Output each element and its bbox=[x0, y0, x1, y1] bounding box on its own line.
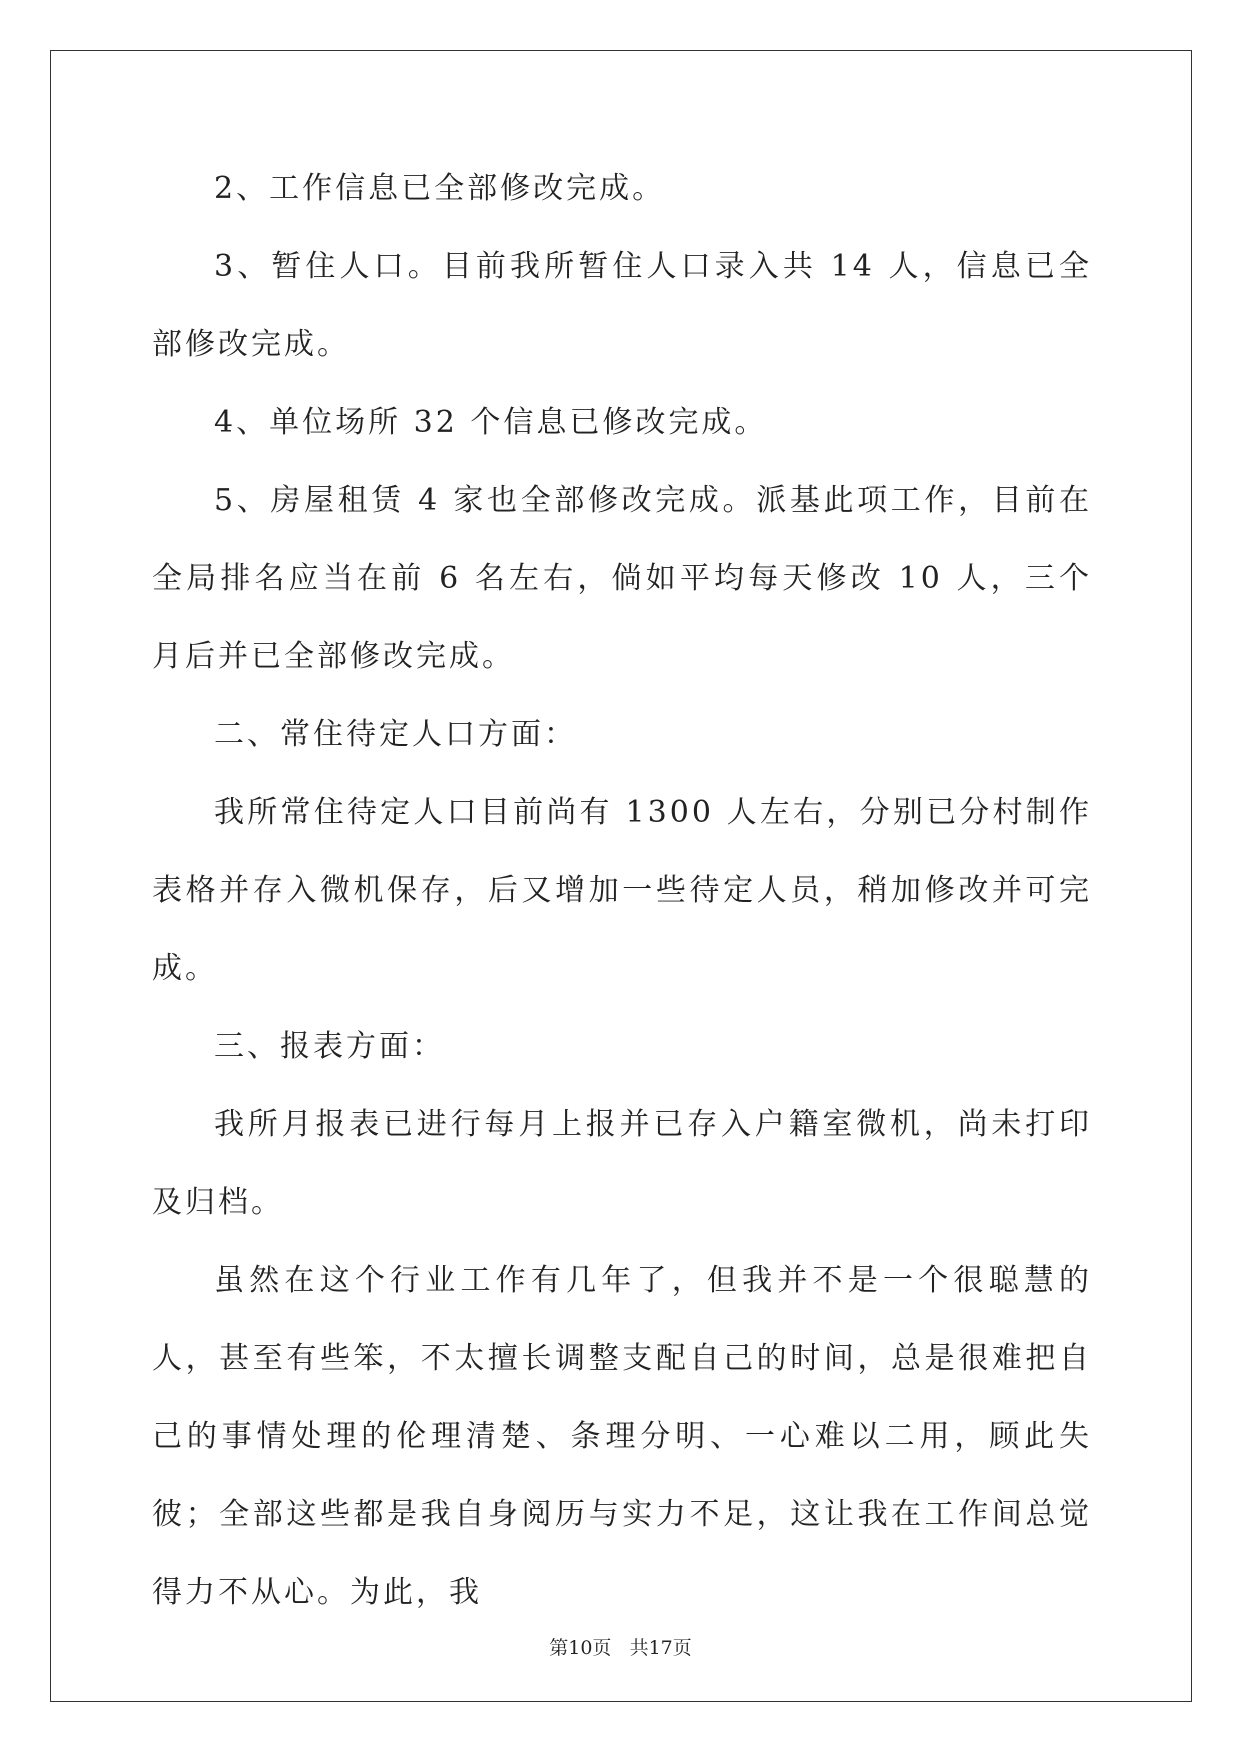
paragraph: 虽然在这个行业工作有几年了，但我并不是一个很聪慧的人，甚至有些笨，不太擅长调整支配自己的时间，总是很难把自己的事情处理的伦理清楚、条理分明、一心难以二用，顾此失彼；全部这些都是我自身阅历与实力不足，这让我在工作间总觉得力不从心。为此，我 bbox=[152, 1263, 1092, 1610]
page-number: 第10页 bbox=[549, 1637, 612, 1659]
paragraph: 5、房屋租赁 4 家也全部修改完成。派基此项工作，目前在全局排名应当在前 6 名左右，倘如平均每天修改 10 人，三个月后并已全部修改完成。 bbox=[152, 483, 1092, 674]
paragraph: 3、暂住人口。目前我所暂住人口录入共 14 人，信息已全部修改完成。 bbox=[152, 249, 1092, 362]
section-heading: 三、报表方面： bbox=[214, 1029, 445, 1064]
paragraph: 我所月报表已进行每月上报并已存入户籍室微机，尚未打印及归档。 bbox=[152, 1107, 1092, 1220]
section-heading: 二、常住待定人口方面： bbox=[214, 717, 577, 752]
paragraph: 2、工作信息已全部修改完成。 bbox=[214, 171, 666, 206]
paragraph: 4、单位场所 32 个信息已修改完成。 bbox=[214, 405, 768, 440]
document-body bbox=[152, 150, 1092, 1632]
page-footer bbox=[0, 1633, 1241, 1660]
paragraph: 我所常住待定人口目前尚有 1300 人左右，分别已分村制作表格并存入微机保存，后又增加一些待定人员，稍加修改并可完成。 bbox=[152, 795, 1092, 986]
page-total: 共17页 bbox=[629, 1637, 692, 1659]
